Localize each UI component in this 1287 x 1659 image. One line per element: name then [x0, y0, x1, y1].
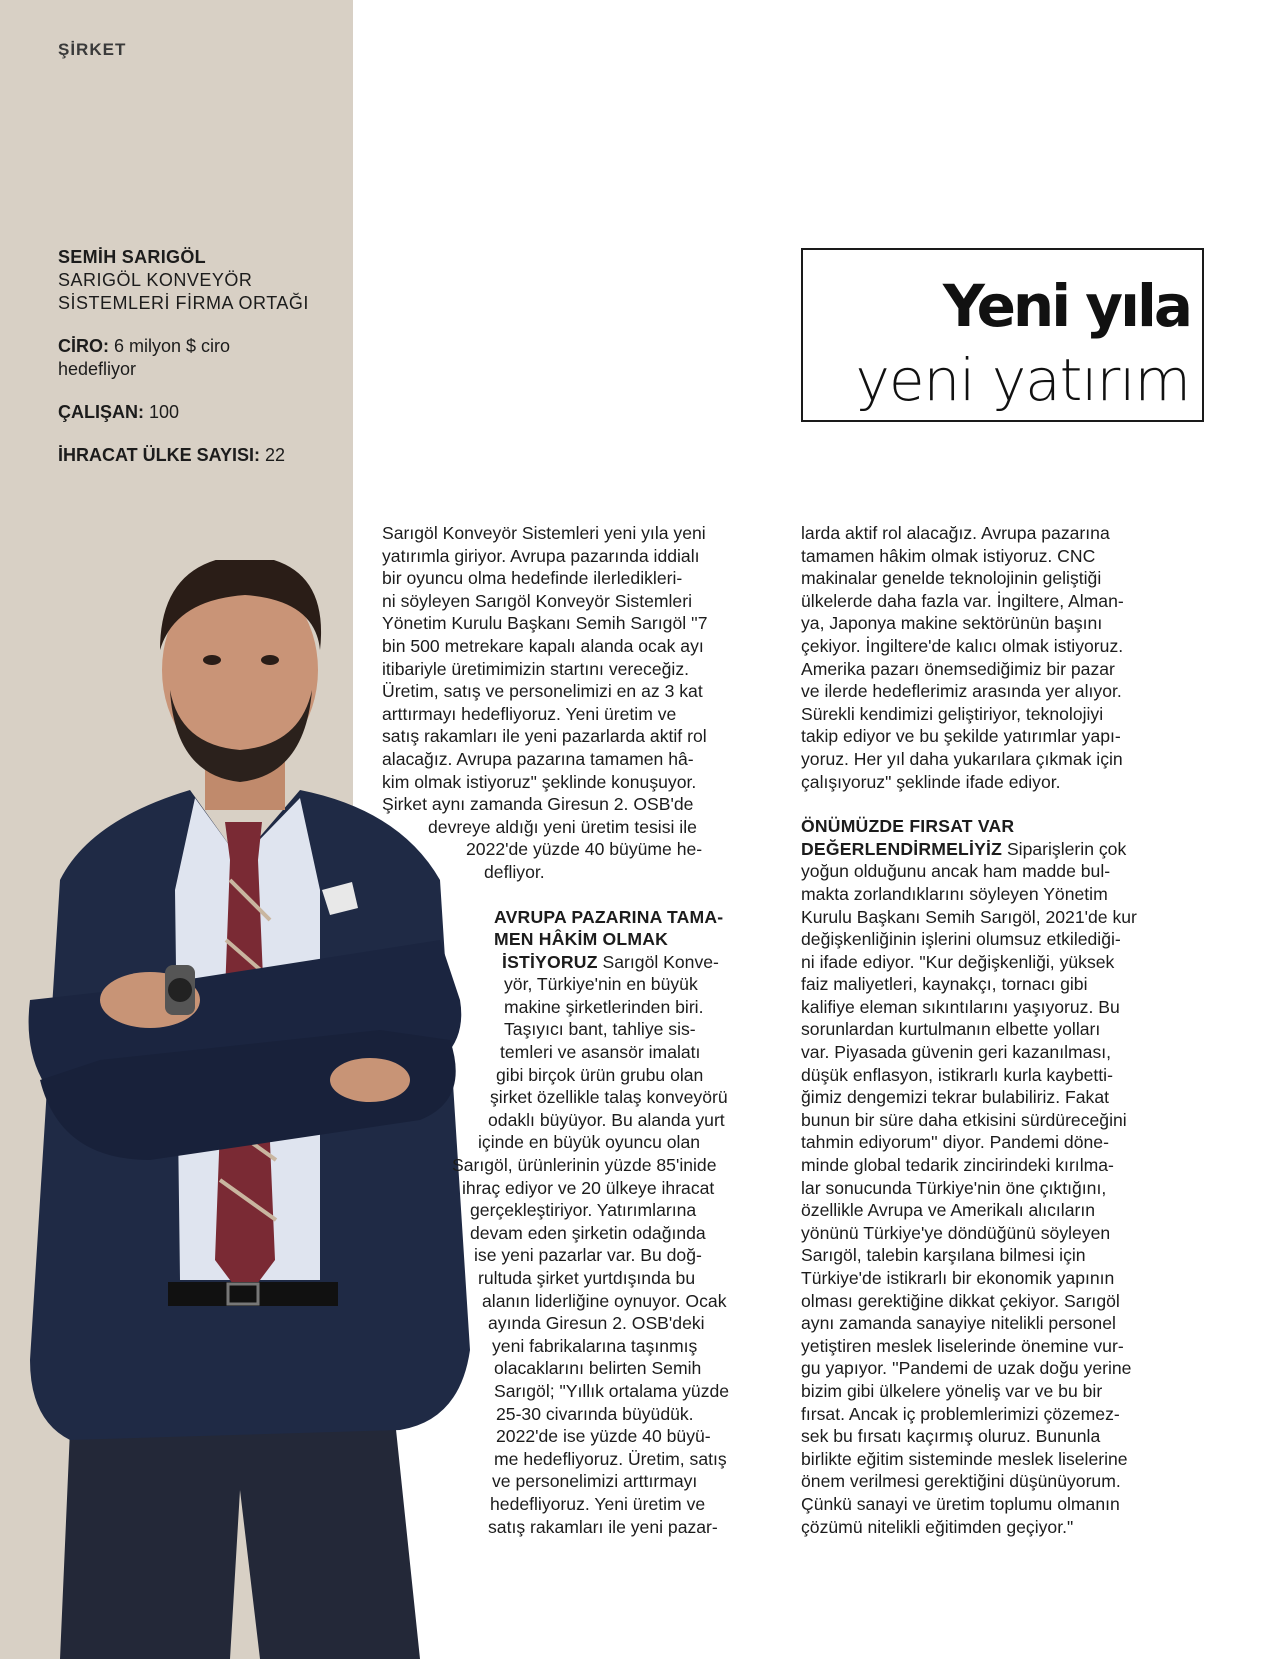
intro-paragraph: [382, 522, 777, 884]
text-line: ihraç ediyor ve 20 ülkeye ihracat: [462, 1177, 715, 1198]
text-line: bir oyuncu olma hedefinde ilerledikleri-: [382, 568, 683, 589]
text-line: makta zorlandıklarını söyleyen Yönetim: [801, 883, 1108, 904]
text-line: Çünkü sanayi ve üretim toplumu olmanın: [801, 1493, 1120, 1514]
ihracat-fact: [58, 444, 348, 467]
text-line: ise yeni pazarlar var. Bu doğ-: [474, 1245, 702, 1266]
text-line: Sarıgöl, ürünlerinin yüzde 85'inide: [452, 1155, 717, 1176]
text-line: faiz maliyetleri, kaynakçı, tornacı gibi: [801, 974, 1088, 995]
text-line: içinde en büyük oyuncu olan: [478, 1132, 701, 1153]
text-line: ni söyleyen Sarıgöl Konveyör Sistemleri: [382, 590, 692, 611]
person-role-line2: SİSTEMLERİ FİRMA ORTAĞI: [58, 293, 309, 313]
text-line: olması gerektiğine dikkat çekiyor. Sarıgöl: [801, 1290, 1120, 1311]
section-firsat: [801, 815, 1201, 1538]
section-label: ŞİRKET: [58, 40, 127, 59]
text-line: Sarıgöl Konveyör Sistemleri yeni yıla yeni: [382, 523, 706, 543]
company-facts: [58, 246, 348, 467]
text-line: ayında Giresun 2. OSB'deki: [488, 1313, 705, 1334]
text-line: gerçekleştiriyor. Yatırımlarına: [470, 1200, 697, 1221]
text-line: rultuda şirket yurtdışında bu: [478, 1268, 696, 1288]
text-line: Sürekli kendimizi geliştiriyor, teknolojiyi: [801, 703, 1104, 724]
text-line: Sarıgöl; "Yıllık ortalama yüzde: [494, 1380, 730, 1401]
headline-line2: yeni yatırım: [855, 346, 1190, 414]
subheading-line: AVRUPA PAZARINA TAMA-: [494, 906, 724, 927]
text-line: satış rakamları ile yeni pazar-: [488, 1516, 718, 1537]
text-line: Üretim, satış ve personelimizi en az 3 kat: [382, 681, 703, 702]
text-line: temleri ve asansör imalatı: [500, 1042, 701, 1063]
text-line: aynı zamanda sanayiye nitelikli personel: [801, 1313, 1116, 1334]
text-line: odaklı büyüyor. Bu alanda yurt: [488, 1109, 725, 1130]
text-line: bizim gibi ülkelere yöneliş var ve bu bir: [801, 1380, 1103, 1401]
text-line: Türkiye'de istikrarlı bir ekonomik yapının: [801, 1268, 1115, 1288]
text-line: Taşıyıcı bant, tahliye sis-: [504, 1019, 696, 1040]
text-line: takip ediyor ve bu şekilde yatırımlar yapı-: [801, 726, 1121, 747]
continued-paragraph: [801, 522, 1201, 793]
text-line: yoğun olduğunu ancak ham madde bul-: [801, 861, 1111, 882]
text-line: Kurulu Başkanı Semih Sarıgöl, 2021'de kur: [801, 906, 1137, 927]
text-line: tamamen hâkim olmak istiyoruz. CNC: [801, 545, 1096, 566]
text-line: bunun bir süre daha etkisini sürdüreceğini: [801, 1109, 1127, 1130]
text-line: çalışıyoruz" şeklinde ifade ediyor.: [801, 771, 1061, 792]
text-line: gibi birçok ürün grubu olan: [496, 1064, 704, 1085]
text-line: defliyor.: [484, 861, 545, 882]
text-line: sek bu fırsatı kaçırmış oluruz. Bununla: [801, 1426, 1101, 1447]
text-line: sorunlardan kurtulmanın elbette yolları: [801, 1019, 1101, 1040]
subheading-line: İSTİYORUZ: [502, 951, 598, 972]
ihracat-value: 22: [265, 445, 286, 465]
text-line: devam eden şirketin odağında: [470, 1222, 706, 1243]
text-line: kim olmak istiyoruz" şeklinde konuşuyor.: [382, 771, 697, 792]
text-line: yönünü Türkiye'ye döndüğünü söyleyen: [801, 1222, 1111, 1243]
text-line: düşük enflasyon, istikrarlı kurla kaybetti-: [801, 1064, 1113, 1085]
text-line: Sarıgöl Konve-: [597, 951, 719, 972]
text-line: 2022'de ise yüzde 40 büyü-: [496, 1426, 711, 1447]
text-line: yoruz. Her yıl daha yukarılara çıkmak için: [801, 748, 1123, 769]
text-line: ve personelimizi arttırmayı: [492, 1471, 698, 1492]
person-name: SEMİH SARIGÖL: [58, 247, 206, 267]
ciro-fact: [58, 335, 348, 381]
text-line: şirket özellikle talaş konveyörü: [490, 1087, 728, 1108]
text-line: tahmin ediyorum'' diyor. Pandemi döne-: [801, 1132, 1109, 1153]
text-line: minde global tedarik zincirindeki kırılma-: [801, 1155, 1114, 1176]
text-line: bin 500 metrekare kapalı alanda ocak ayı: [382, 635, 704, 656]
text-line: devreye aldığı yeni üretim tesisi ile: [428, 816, 697, 837]
text-line: yör, Türkiye'nin en büyük: [504, 974, 698, 995]
text-line: 25-30 civarında büyüdük.: [496, 1403, 694, 1424]
text-line: ya, Japonya makine sektörünün başını: [801, 613, 1103, 634]
calisan-fact: [58, 401, 348, 424]
text-line: Şirket aynı zamanda Giresun 2. OSB'de: [382, 794, 694, 815]
text-line: fırsat. Ancak iç problemlerimizi çözemez-: [801, 1403, 1120, 1424]
text-line: önem verilmesi gerektiğini düşünüyorum.: [801, 1471, 1121, 1492]
text-line: 2022'de yüzde 40 büyüme he-: [466, 839, 703, 860]
article-column-2: [801, 522, 1201, 1538]
text-line: lar sonucunda Türkiye'nin öne çıktığını,: [801, 1177, 1107, 1198]
text-line: çekiyor. İngiltere'de kalıcı olmak istiyoruz.: [801, 635, 1124, 656]
text-line: makinalar genelde teknolojinin geliştiği: [801, 568, 1102, 589]
text-line: olacaklarını belirten Semih: [494, 1358, 702, 1379]
person-role-line1: SARIGÖL KONVEYÖR: [58, 270, 253, 290]
text-line: ğimiz dengemizi tekrar bulabiliriz. Fakat: [801, 1087, 1110, 1108]
text-line: Siparişlerin çok: [1002, 838, 1127, 859]
section-avrupa: [382, 906, 777, 1539]
text-line: makine şirketlerinden biri.: [504, 996, 704, 1017]
text-line: Yönetim Kurulu Başkanı Semih Sarıgöl ''7: [382, 613, 708, 634]
text-line: kalifiye eleman sıkıntılarını yaşıyoruz. Bu: [801, 996, 1120, 1017]
ihracat-label: İHRACAT ÜLKE SAYISI:: [58, 445, 261, 465]
text-line: yatırımla giriyor. Avrupa pazarında iddialı: [382, 545, 700, 566]
subheading-line: DEĞERLENDİRMELİYİZ: [801, 838, 1003, 859]
text-line: ülkelerde daha fazla var. İngiltere, Alman-: [801, 590, 1124, 611]
text-line: satış rakamları ile yeni pazarlarda aktif rol: [382, 726, 707, 747]
text-line: gu yapıyor. ''Pandemi de uzak doğu yerine: [801, 1358, 1132, 1379]
article-column-1: [382, 522, 777, 1538]
text-line: ve ilerde hedeflerimiz arasında yer alıyor.: [801, 681, 1122, 702]
text-line: var. Piyasada güvenin geri kazanılması,: [801, 1042, 1112, 1063]
ciro-value-1: 6 milyon $ ciro: [114, 336, 231, 356]
subheading-line: MEN HÂKİM OLMAK: [494, 929, 669, 950]
text-line: Sarıgöl, talebin karşılana bilmesi için: [801, 1245, 1086, 1266]
text-line: yeni fabrikalarına taşınmış: [492, 1335, 698, 1356]
subheading-line: ÖNÜMÜZDE FIRSAT VAR: [801, 816, 1015, 837]
calisan-value: 100: [149, 402, 180, 422]
text-line: alanın liderliğine oynuyor. Ocak: [482, 1290, 727, 1311]
calisan-label: ÇALIŞAN:: [58, 402, 144, 422]
ciro-value-2: hedefliyor: [58, 359, 137, 379]
ciro-label: CİRO:: [58, 336, 109, 356]
text-line: itibariyle üretimimizin startını vereceğiz.: [382, 658, 690, 679]
text-line: özellikle Avrupa ve Amerikalı alıcıların: [801, 1200, 1096, 1221]
text-line: yetiştiren meslek liselerinde önemine vur-: [801, 1335, 1124, 1356]
text-line: birlikte eğitim sisteminde meslek liselerine: [801, 1448, 1128, 1469]
text-line: Amerika pazarı önemsediğimiz bir pazar: [801, 658, 1115, 679]
headline-box: [801, 248, 1204, 422]
headline-line1: Yeni yıla: [942, 272, 1190, 340]
text-line: çözümü nitelikli eğitimden geçiyor.": [801, 1516, 1074, 1537]
text-line: larda aktif rol alacağız. Avrupa pazarına: [801, 523, 1110, 543]
text-line: arttırmayı hedefliyoruz. Yeni üretim ve: [382, 703, 677, 724]
text-line: hedefliyoruz. Yeni üretim ve: [490, 1493, 706, 1514]
text-line: me hedefliyoruz. Üretim, satış: [494, 1448, 727, 1469]
text-line: alacağız. Avrupa pazarına tamamen hâ-: [382, 748, 694, 769]
text-line: değişkenliğinin işlerini olumsuz etkilediği-: [801, 929, 1121, 950]
text-line: ni ifade ediyor. "Kur değişkenliği, yüksek: [801, 951, 1115, 972]
